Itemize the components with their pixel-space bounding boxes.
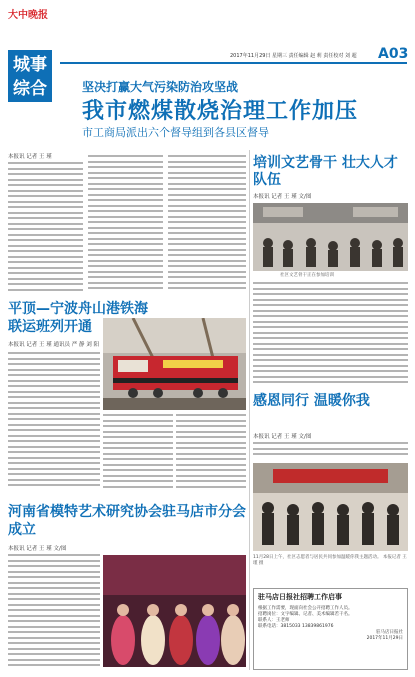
feel-article-title: 感恩同行 温暖你我 bbox=[253, 393, 370, 409]
train-body-col-3 bbox=[176, 414, 246, 494]
train-byline: 本报讯 记者 王 瑾 通讯员 严 静 刘 阳 bbox=[8, 342, 99, 348]
main-subhead: 市工商局派出六个督导组到各县区督导 bbox=[82, 126, 269, 139]
notice-line-5: 驻马店日报社 bbox=[376, 630, 403, 635]
main-headline: 我市燃煤散烧治理工作加压 bbox=[82, 98, 359, 124]
henan-byline: 本报讯 记者 王 瑾 文/图 bbox=[8, 546, 67, 552]
training-article-title: 培训文艺骨干 壮大人才队伍 bbox=[253, 155, 398, 188]
train-photo bbox=[103, 318, 246, 410]
henan-article-title: 河南省模特艺术研究协会驻马店市分会成立 bbox=[8, 504, 246, 538]
feel-photo-caption: 11月28日上午，社区志愿者与居民共同参加温暖你我主题活动。 本报记者 王瑾 摄 bbox=[253, 555, 407, 566]
training-body bbox=[253, 282, 408, 386]
column-rule-right bbox=[249, 150, 250, 670]
training-byline: 本报讯 记者 王 瑾 文/图 bbox=[253, 194, 312, 200]
train-body-col-2 bbox=[103, 414, 173, 494]
main-body-col-1 bbox=[8, 162, 83, 292]
feel-body bbox=[253, 442, 408, 462]
henan-body bbox=[8, 554, 100, 670]
train-article-title: 平顶—宁波舟山港铁海联运班列开通 bbox=[8, 301, 148, 335]
newspaper-logo: 大中晚报 bbox=[8, 10, 48, 21]
notice-line-6: 2017年11月29日 bbox=[366, 636, 403, 641]
notice-line-4: 联系电话：3815033 13839861976 bbox=[258, 624, 334, 629]
recruitment-notice bbox=[253, 588, 408, 670]
section-label-line-1: 城事 bbox=[13, 55, 47, 75]
training-photo-caption: 社区文艺骨干正在参加培训 bbox=[280, 273, 334, 278]
main-kicker: 坚决打赢大气污染防治攻坚战 bbox=[82, 80, 239, 94]
feel-photo bbox=[253, 463, 408, 551]
page-number: A03 bbox=[378, 46, 409, 62]
feel-byline: 本报讯 记者 王 瑾 文/图 bbox=[253, 434, 312, 440]
notice-line-2: 招聘岗位：文字编辑、记者、美术编辑若干名。 bbox=[258, 612, 353, 617]
notice-title: 驻马店日报社招聘工作启事 bbox=[258, 593, 342, 601]
train-body-col-1 bbox=[8, 352, 100, 492]
henan-photo bbox=[103, 555, 246, 667]
date-line: 2017年11月29日 星期三 责任编辑 赵 莉 责任校对 刘 超 bbox=[230, 53, 357, 59]
notice-line-1: 根据工作需要，现面向社会公开招聘工作人员。 bbox=[258, 606, 353, 611]
section-label-line-2: 综合 bbox=[13, 79, 47, 99]
training-photo bbox=[253, 203, 408, 271]
notice-line-3: 联系人：王老师 bbox=[258, 618, 290, 623]
section-label-box bbox=[8, 50, 52, 102]
main-body-col-2 bbox=[88, 155, 163, 292]
main-body-col-3 bbox=[168, 155, 246, 292]
main-byline: 本报讯 记者 王 瑾 bbox=[8, 154, 52, 160]
header-rule bbox=[60, 62, 407, 64]
